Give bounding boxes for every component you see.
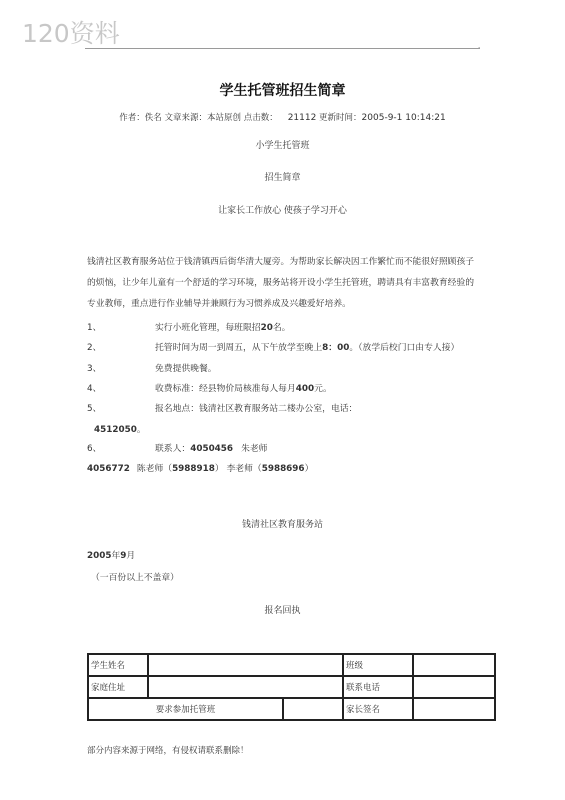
item-text-end: 。（放学后校门口由专人接） xyxy=(349,343,460,353)
table-row xyxy=(88,698,495,720)
item-text: 托管时间为周一到周五，从下午放学至晚上 xyxy=(155,343,323,353)
footer-disclaimer: 部分内容来源于网络，有侵权请联系删除！ xyxy=(87,746,249,756)
contact-phone: 4056772 xyxy=(87,464,130,474)
list-item xyxy=(87,401,101,414)
table-row xyxy=(88,654,495,676)
label-student-name: 学生姓名 xyxy=(88,654,148,676)
item-value: 20 xyxy=(260,323,273,333)
item-value: 400 xyxy=(295,384,315,394)
meta-author: 作者：佚名 文章来源：本站原创 点击数： xyxy=(119,113,278,123)
list-item xyxy=(87,340,101,353)
form-title: 报名回执 xyxy=(264,606,301,616)
phone-field[interactable] xyxy=(413,676,495,698)
label-address: 家庭住址 xyxy=(88,676,148,698)
contact-name: 朱老师 xyxy=(241,444,268,454)
meta-updated-label: 更新时间： xyxy=(316,113,362,123)
class-field[interactable] xyxy=(413,654,495,676)
phone-suffix: 。 xyxy=(136,425,146,435)
label-class: 班级 xyxy=(343,654,413,676)
item-number: 5、 xyxy=(87,404,102,414)
item-number: 1、 xyxy=(87,323,102,333)
list-item-text xyxy=(155,381,332,394)
item-number: 6、 xyxy=(87,444,102,454)
list-item xyxy=(87,320,101,333)
intro-paragraph: 钱清社区教育服务站位于钱清镇西后街华清大厦旁。为帮助家长解决因工作繁忙而不能很好照顾孩子的烦恼，让少年儿童有一个舒适的学习环境，服务站将开设小学生托管班，聘请具有丰富教育经验的专业教师，重点进行作业辅导并兼顾行为习惯养成及兴趣爱好培养。 xyxy=(87,257,475,309)
contact-line xyxy=(155,441,267,454)
phone-number: 4512050 xyxy=(94,425,137,435)
address-field[interactable] xyxy=(148,676,343,698)
contact-label: 联系人： xyxy=(155,444,191,454)
header-rule xyxy=(85,48,480,49)
list-item-text xyxy=(155,320,290,333)
item-number: 3、 xyxy=(87,364,102,374)
list-item-text xyxy=(155,361,217,374)
want-join-field[interactable] xyxy=(283,698,343,720)
item-text: 免费提供晚餐。 xyxy=(155,364,217,374)
subtitle-class: 小学生托管班 xyxy=(255,141,310,151)
date-year-char: 年 xyxy=(111,551,121,561)
issue-date xyxy=(87,548,135,561)
subtitle-brochure: 招生简章 xyxy=(264,173,301,183)
watermark-logo: 120资料 xyxy=(22,19,120,48)
contact-li-phone: 5988696 xyxy=(261,464,305,474)
slogan: 让家长工作放心 使孩子学习开心 xyxy=(218,206,347,216)
student-name-field[interactable] xyxy=(148,654,343,676)
stamp-note: （一百份以上不盖章） xyxy=(91,573,179,583)
contact-chen: 陈老师（ xyxy=(136,464,173,474)
list-item-text xyxy=(155,401,357,414)
date-year: 2005 xyxy=(87,551,112,561)
item-text: 报名地点：钱清社区教育服务站二楼办公室，电话： xyxy=(155,404,358,414)
item-text: 实行小班化管理，每班限招 xyxy=(155,323,261,333)
contact-chen-phone: 5988918 xyxy=(172,464,215,474)
header-dot: . xyxy=(478,42,481,50)
date-month-char: 月 xyxy=(126,551,136,561)
table-row xyxy=(88,676,495,698)
contact-line-2 xyxy=(87,461,313,474)
label-phone: 联系电话 xyxy=(343,676,413,698)
contact-phone: 4050456 xyxy=(190,444,234,454)
contact-li: ） 李老师（ xyxy=(214,464,262,474)
item-value: 8：00 xyxy=(322,343,350,353)
organization-sign: 钱清社区教育服务站 xyxy=(241,520,323,530)
meta-clicks: 21112 xyxy=(287,113,317,123)
list-item-text xyxy=(155,340,459,353)
parent-sign-field[interactable] xyxy=(413,698,495,720)
phone-continued xyxy=(94,422,146,435)
page-title: 学生托管班招生简章 xyxy=(219,83,346,99)
registration-form xyxy=(87,653,496,721)
item-number: 2、 xyxy=(87,343,102,353)
item-number: 4、 xyxy=(87,384,102,394)
date-month: 9 xyxy=(120,551,127,561)
list-item xyxy=(87,441,101,454)
list-item xyxy=(87,381,101,394)
list-item xyxy=(87,361,101,374)
contact-end: ） xyxy=(304,464,314,474)
label-want-join: 要求参加托管班 xyxy=(88,698,283,720)
item-text-end: 元。 xyxy=(314,384,332,394)
item-text-end: 名。 xyxy=(272,323,291,333)
item-text: 收费标准：经县物价局核准每人每月 xyxy=(155,384,296,394)
article-meta xyxy=(0,111,565,123)
meta-updated: 2005-9-1 10:14:21 xyxy=(361,113,446,123)
label-parent-sign: 家长签名 xyxy=(343,698,413,720)
